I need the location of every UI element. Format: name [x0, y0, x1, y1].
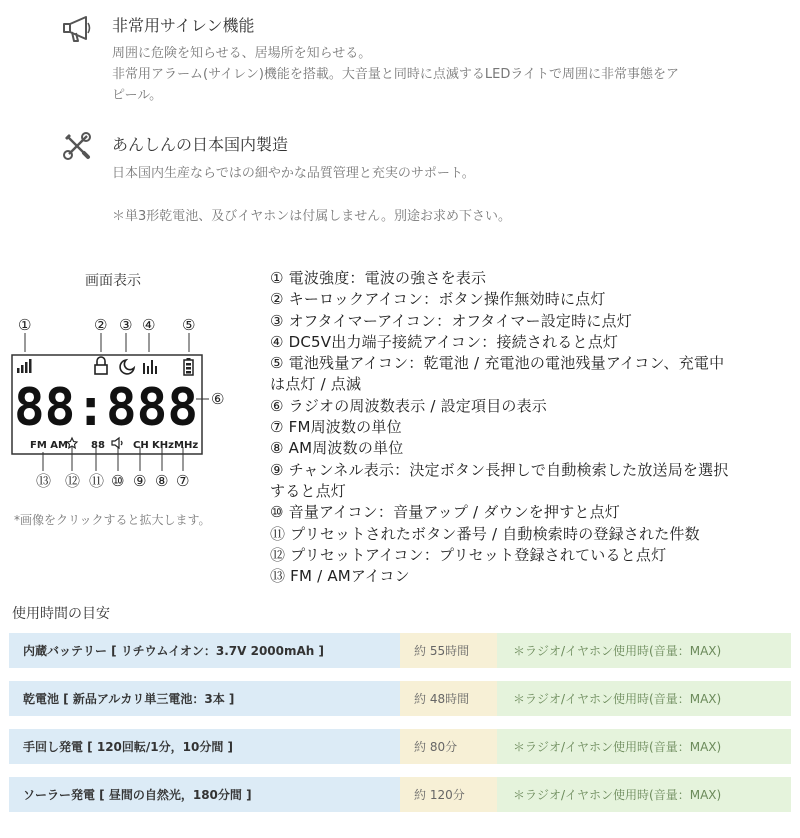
display-legend — [270, 268, 790, 587]
feature-text-line: ピール。 — [112, 88, 163, 103]
legend-item: ⑤ 電池残量アイコン：乾電池 / 充電池の電池残量アイコン、充電中 — [270, 354, 725, 373]
callout-5: ⑤ — [182, 316, 196, 334]
feature-text-line: 日本国内生産ならではの細やかな品質管理と充実のサポート。 — [112, 166, 475, 181]
usage-condition: ＊ラジオ/イヤホン使用時(音量：MAX) — [497, 777, 791, 812]
usage-condition: ＊ラジオ/イヤホン使用時(音量：MAX) — [497, 729, 791, 764]
legend-item: ⑩ 音量アイコン：音量アップ / ダウンを押すと点灯 — [270, 503, 621, 522]
usage-time: 約 48時間 — [400, 681, 497, 716]
signal-strength-icon — [17, 359, 32, 373]
accessory-note: ＊単3形乾電池、及びイヤホンは付属しません。別途お求め下さい。 — [112, 209, 512, 224]
legend-item: ⑫ プリセットアイコン：プリセット登録されていると点灯 — [270, 545, 667, 564]
callout-1: ① — [18, 316, 32, 334]
callout-6: ⑥ — [211, 390, 225, 408]
usage-source: 内蔵バッテリー [ リチウムイオン：3.7V 2000mAh ] — [9, 633, 400, 668]
legend-item: ⑧ AM周波数の単位 — [270, 439, 404, 458]
preset-star-icon — [67, 438, 77, 448]
usage-condition: ＊ラジオ/イヤホン使用時(音量：MAX) — [497, 633, 791, 668]
usage-row — [9, 777, 791, 812]
callout-10: ⑩ — [111, 472, 125, 490]
legend-item: は点灯 / 点滅 — [270, 375, 362, 394]
usage-source: ソーラー発電 [ 昼間の自然光，180分間 ] — [9, 777, 400, 812]
legend-item: ⑬ FM / AMアイコン — [270, 567, 410, 586]
legend-item: ② キーロックアイコン：ボタン操作無効時に点灯 — [270, 290, 606, 309]
dc-output-icon — [143, 360, 157, 374]
usage-row — [9, 633, 791, 668]
mhz-label: MHz — [174, 440, 199, 451]
callout-8: ⑧ — [155, 472, 169, 490]
khz-label: KHz — [152, 440, 174, 451]
callout-12: ⑫ — [65, 472, 81, 490]
display-title: 画面表示 — [85, 273, 141, 289]
channel-label: CH — [133, 440, 149, 451]
usage-time: 約 55時間 — [400, 633, 497, 668]
usage-row — [9, 681, 791, 716]
callout-13: ⑬ — [36, 472, 52, 490]
legend-item: ⑨ チャンネル表示：決定ボタン長押しで自動検索した放送局を選択 — [270, 460, 729, 479]
usage-condition: ＊ラジオ/イヤホン使用時(音量：MAX) — [497, 681, 791, 716]
moon-timer-icon — [120, 360, 134, 374]
legend-item: ④ DC5V出力端子接続アイコン：接続されると点灯 — [270, 332, 619, 351]
display-caption: *画像をクリックすると拡大します。 — [14, 513, 211, 527]
frequency-digits: 88:888 — [14, 378, 198, 438]
feature-title-siren: 非常用サイレン機能 — [112, 16, 255, 35]
usage-time: 約 120分 — [400, 777, 497, 812]
usage-title: 使用時間の目安 — [12, 606, 110, 622]
battery-icon — [184, 358, 193, 375]
tools-icon — [62, 131, 92, 161]
megaphone-icon — [60, 14, 94, 44]
fm-am-label: FM AM — [30, 440, 68, 451]
callout-3: ③ — [119, 316, 133, 334]
legend-item: ⑦ FM周波数の単位 — [270, 418, 402, 437]
usage-source: 手回し発電 [ 120回転/1分，10分間 ] — [9, 729, 400, 764]
legend-item: ⑪ プリセットされたボタン番号 / 自動検索時の登録された件数 — [270, 524, 700, 543]
callout-9: ⑨ — [133, 472, 147, 490]
lcd-diagram[interactable] — [8, 310, 248, 495]
usage-row — [9, 729, 791, 764]
feature-text-line: 非常用アラーム(サイレン)機能を搭載。大音量と同時に点滅するLEDライトで周囲に非常事態をア — [112, 67, 679, 82]
legend-item: ③ オフタイマーアイコン：オフタイマー設定時に点灯 — [270, 311, 632, 330]
legend-item: ① 電波強度：電波の強さを表示 — [270, 269, 487, 287]
usage-source: 乾電池 [ 新品アルカリ単三電池：3本 ] — [9, 681, 400, 716]
feature-text-line: 周囲に危険を知らせる、居場所を知らせる。 — [112, 46, 372, 61]
legend-item: ⑥ ラジオの周波数表示 / 設定項目の表示 — [270, 396, 548, 415]
callout-7: ⑦ — [176, 472, 190, 490]
callout-4: ④ — [142, 316, 156, 334]
feature-title-made-in-japan: あんしんの日本国内製造 — [112, 135, 289, 154]
legend-item: すると点灯 — [270, 481, 347, 500]
lock-icon — [95, 357, 107, 374]
preset-number-label: 88 — [91, 440, 105, 451]
callout-2: ② — [94, 316, 108, 334]
volume-icon — [112, 438, 122, 448]
usage-time: 約 80分 — [400, 729, 497, 764]
callout-11: ⑪ — [89, 472, 105, 490]
